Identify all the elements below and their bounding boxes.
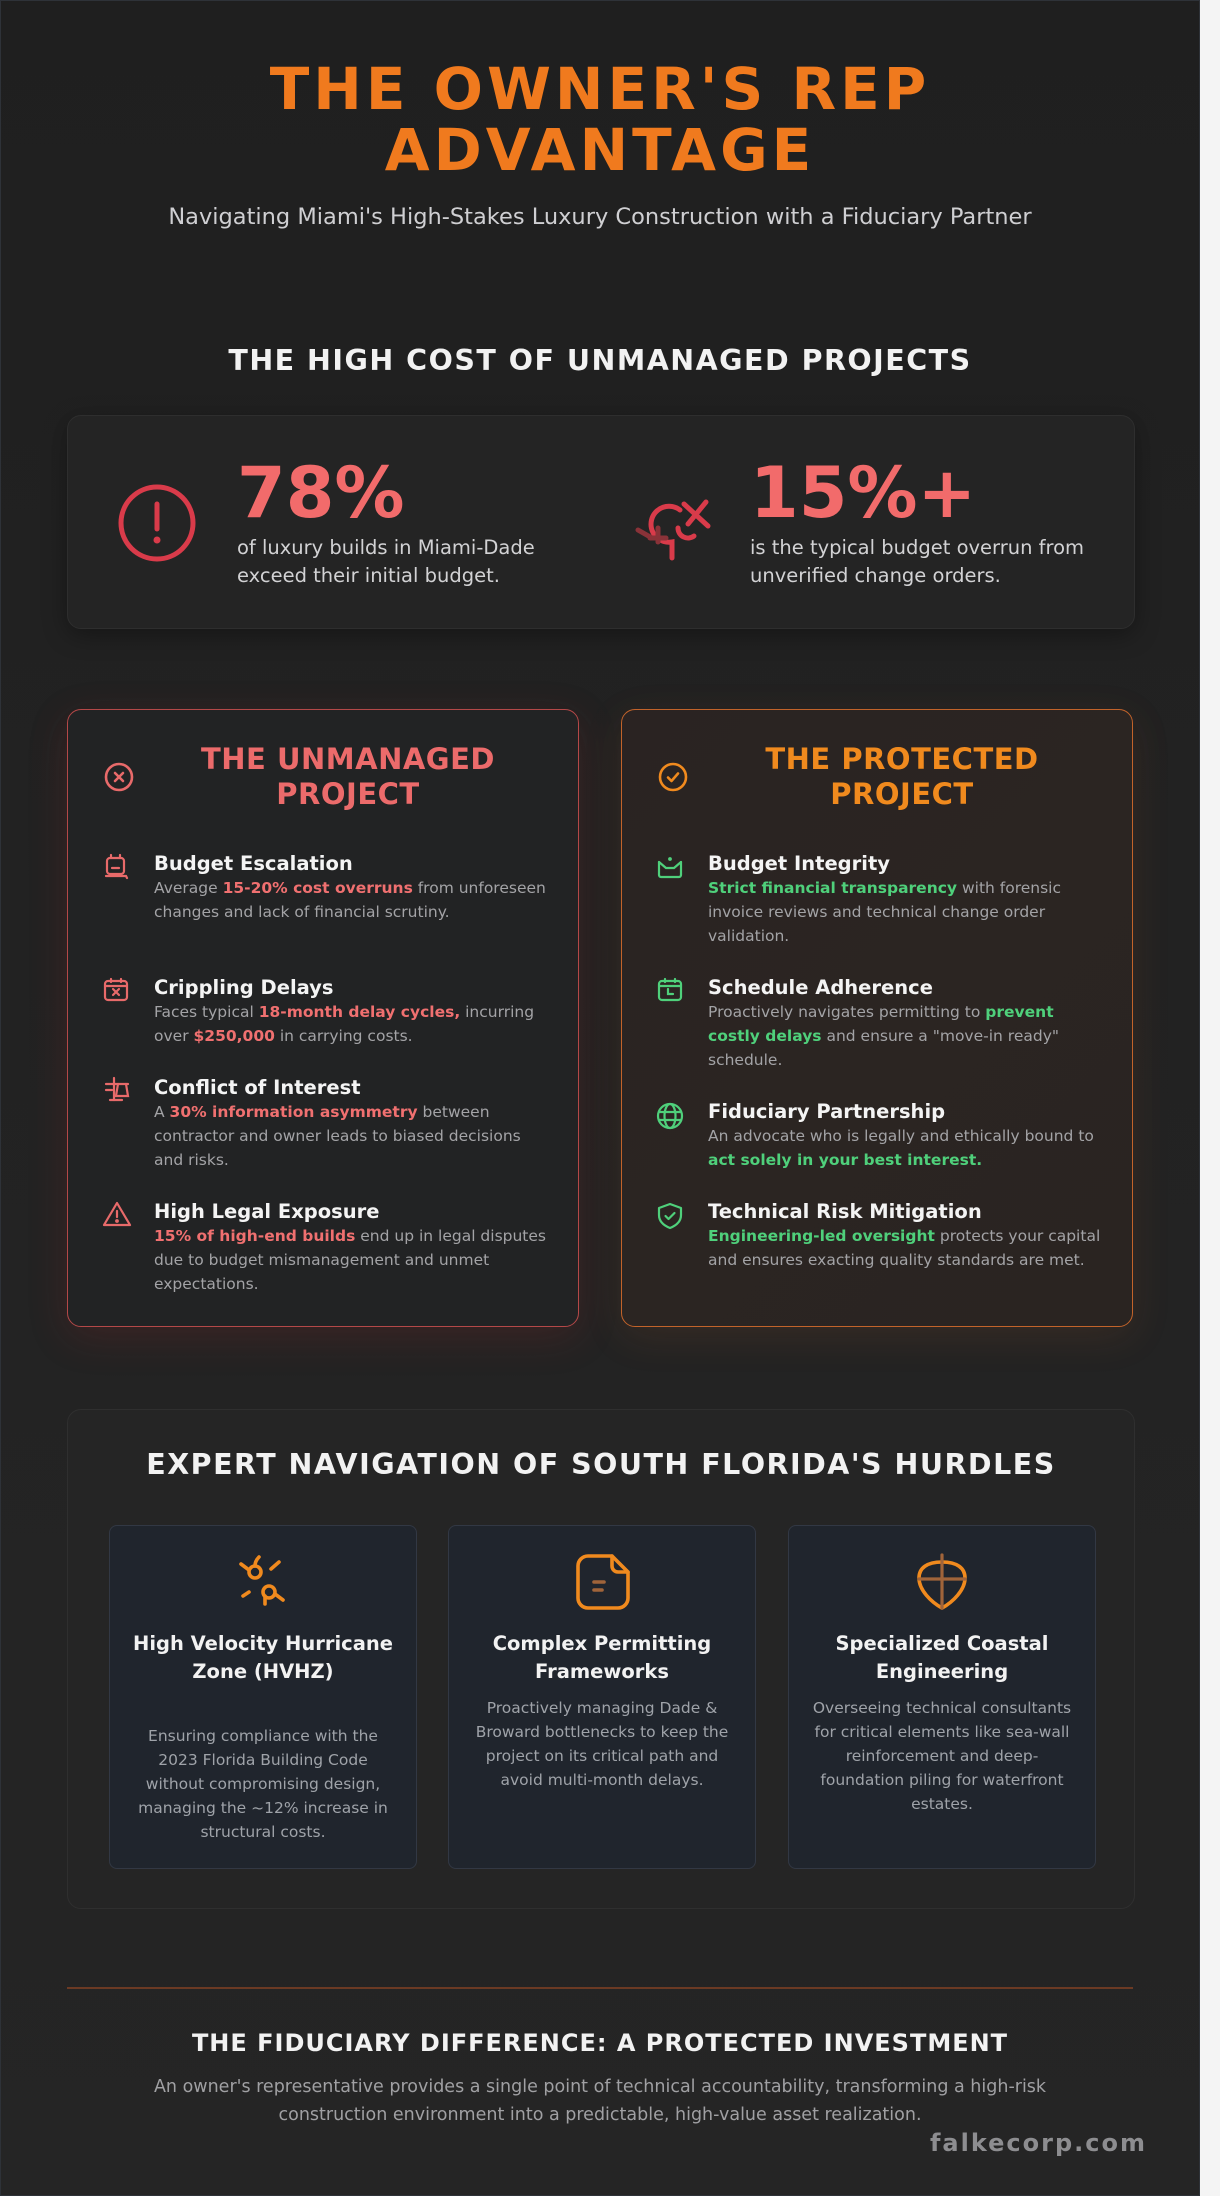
coastal-shield-icon xyxy=(913,1552,971,1612)
expert-navigation-section xyxy=(67,1409,1135,1909)
text-segment: An advocate who is legally and ethically bound to xyxy=(708,1127,1094,1145)
protected-project-card xyxy=(621,709,1133,1327)
budget-alert-icon xyxy=(102,852,130,880)
text-segment: end up in legal disputes due to budget mismanagement and unmet expectations. xyxy=(154,1227,546,1293)
broken-link-icon xyxy=(630,490,712,562)
highlight-text: Engineering-led oversight xyxy=(708,1227,935,1245)
text-segment: between contractor and owner leads to biased decisions and risks. xyxy=(154,1103,521,1169)
item-title: Fiduciary Partnership xyxy=(708,1100,946,1123)
hurricane-icon xyxy=(235,1554,291,1610)
expert-card-description: Overseeing technical consultants for critical elements like sea-wall reinforcement and deep-foundation piling for waterfront estates. xyxy=(812,1699,1072,1813)
check-circle-icon xyxy=(658,762,688,792)
stat-description: of luxury builds in Miami-Dade exceed their initial budget. xyxy=(237,536,535,587)
item-description xyxy=(154,1000,554,1048)
item-description xyxy=(708,1124,1108,1172)
list-item-budget-integrity xyxy=(708,852,1108,948)
protected-card-title xyxy=(712,742,1092,812)
unmanaged-project-card xyxy=(67,709,579,1327)
highlight-text: prevent costly delays xyxy=(708,1003,1054,1045)
highlight-text: 15% of high-end builds xyxy=(154,1227,356,1245)
high-cost-heading: THE HIGH COST OF UNMANAGED PROJECTS xyxy=(228,344,972,377)
highlight-text: Strict financial transparency xyxy=(708,879,958,897)
stats-card xyxy=(67,415,1135,629)
item-description xyxy=(154,876,554,924)
text-segment: A xyxy=(154,1103,170,1121)
item-title: Budget Escalation xyxy=(154,852,353,875)
list-item-fiduciary-partnership xyxy=(708,1100,1108,1172)
highlight-text: 15-20% cost overruns xyxy=(222,879,413,897)
highlight-text: 30% information asymmetry xyxy=(169,1103,418,1121)
expert-card-permitting xyxy=(448,1525,756,1869)
stat-description: is the typical budget overrun from unverified change orders. xyxy=(750,536,1085,587)
expert-card-coastal xyxy=(788,1525,1096,1869)
text-segment: protects your capital and ensures exacting quality standards are met. xyxy=(708,1227,1101,1269)
warning-triangle-icon xyxy=(102,1200,132,1228)
expert-card-title: High Velocity Hurricane Zone (HVHZ) xyxy=(133,1632,393,1683)
scale-icon xyxy=(104,1076,130,1104)
item-title: Technical Risk Mitigation xyxy=(708,1200,982,1223)
x-circle-icon xyxy=(104,762,134,792)
brand-link[interactable]: falkecorp.com xyxy=(929,2129,1147,2157)
expert-card-description: Ensuring compliance with the 2023 Florida Building Code without compromising design, managing the ~12% increase in structural costs. xyxy=(138,1727,388,1841)
list-item-schedule-adherence xyxy=(708,976,1108,1072)
wallet-icon xyxy=(656,856,684,880)
text-segment: and ensure a "move-in ready" schedule. xyxy=(708,1027,1060,1069)
stat-value-15: 15%+ xyxy=(750,452,977,534)
shield-check-icon xyxy=(656,1202,684,1230)
item-title: Budget Integrity xyxy=(708,852,890,875)
list-item-conflict-of-interest xyxy=(154,1076,554,1172)
list-item-budget-escalation xyxy=(154,852,554,924)
highlight-text: $250,000 xyxy=(193,1027,275,1045)
title-line-1: THE OWNER'S REP xyxy=(269,55,931,123)
footer-heading: THE FIDUCIARY DIFFERENCE: A PROTECTED INVESTMENT xyxy=(191,2029,1009,2057)
page-title xyxy=(1,55,1199,184)
item-description xyxy=(154,1224,554,1296)
unmanaged-card-title xyxy=(158,742,538,812)
text-segment: from unforeseen changes and lack of financial scrutiny. xyxy=(154,879,546,921)
highlight-text: act solely in your best interest. xyxy=(708,1151,983,1169)
expert-heading: EXPERT NAVIGATION OF SOUTH FLORIDA'S HURDLES xyxy=(146,1448,1056,1481)
item-description xyxy=(708,876,1108,948)
title-line-2: ADVANTAGE xyxy=(384,116,816,184)
highlight-text: 18-month delay cycles, xyxy=(258,1003,461,1021)
text-segment: in carrying costs. xyxy=(274,1027,413,1045)
card-title-line: THE UNMANAGED xyxy=(201,742,495,776)
calendar-clock-icon xyxy=(656,976,684,1004)
card-title-line: THE PROTECTED xyxy=(765,742,1039,776)
text-segment: incurring over xyxy=(154,1003,535,1045)
text-segment: Proactively navigates permitting to xyxy=(708,1003,986,1021)
expert-card-title: Specialized Coastal Engineering xyxy=(835,1632,1049,1683)
card-title-line: PROJECT xyxy=(276,777,420,811)
calendar-x-icon xyxy=(102,976,130,1004)
list-item-crippling-delays xyxy=(154,976,554,1048)
globe-icon xyxy=(656,1102,684,1130)
alert-circle-icon xyxy=(116,482,198,564)
text-segment: with forensic invoice reviews and technical change order validation. xyxy=(708,879,1062,945)
list-item-technical-risk xyxy=(708,1200,1108,1272)
card-title-line: PROJECT xyxy=(830,777,974,811)
footer-text: An owner's representative provides a single point of technical accountability, transforming a high-risk construction environment into a predictable, high-value asset realization. xyxy=(153,2077,1047,2125)
expert-card-title: Complex Permitting Frameworks xyxy=(492,1632,712,1683)
item-title: Crippling Delays xyxy=(154,976,334,999)
expert-card-hvhz xyxy=(109,1525,417,1869)
item-description xyxy=(154,1100,554,1172)
item-description xyxy=(708,1224,1108,1272)
item-title: Conflict of Interest xyxy=(154,1076,361,1099)
text-segment: Faces typical xyxy=(154,1003,259,1021)
item-description xyxy=(708,1000,1108,1072)
item-title: Schedule Adherence xyxy=(708,976,933,999)
section-divider xyxy=(67,1987,1133,1989)
item-title: High Legal Exposure xyxy=(154,1200,380,1223)
page-subtitle: Navigating Miami's High-Stakes Luxury Construction with a Fiduciary Partner xyxy=(168,204,1032,230)
text-segment: Average xyxy=(154,879,223,897)
stat-value-78: 78% xyxy=(237,452,405,534)
document-icon xyxy=(574,1552,632,1612)
expert-card-description: Proactively managing Dade & Broward bottlenecks to keep the project on its critical path and avoid multi-month delays. xyxy=(475,1699,729,1789)
list-item-legal-exposure xyxy=(154,1200,554,1296)
